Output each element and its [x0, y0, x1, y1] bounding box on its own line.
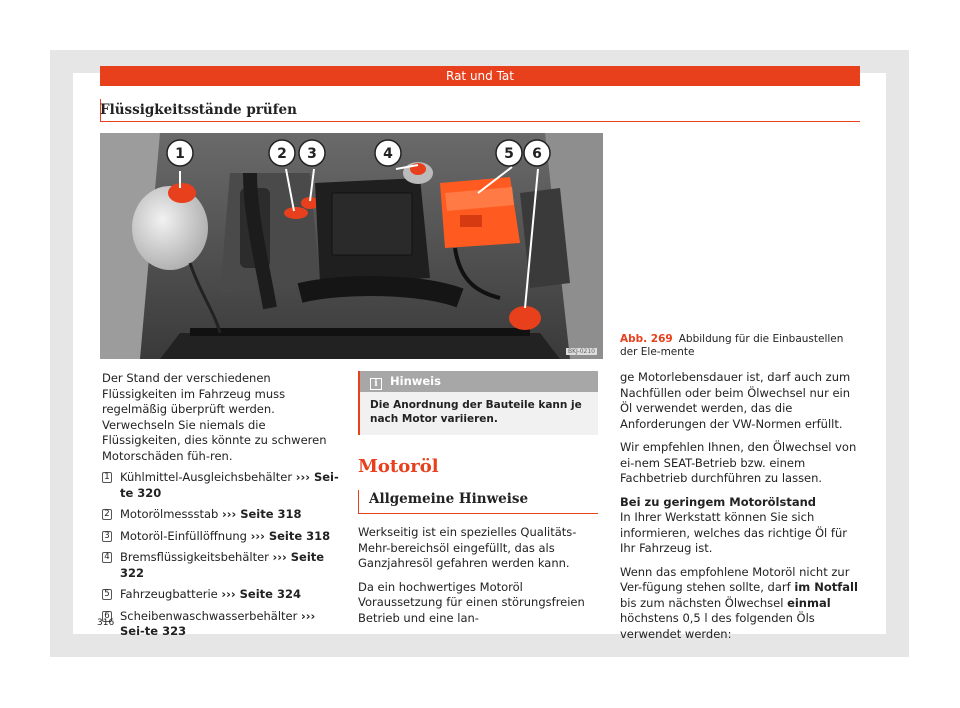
section-title: Flüssigkeitsstände prüfen [100, 102, 297, 118]
info-icon: i [370, 378, 382, 390]
list-item: 2 Motorölmessstab ››› Seite 318 [102, 507, 342, 523]
dipstick-handle [284, 207, 308, 219]
general-notes-heading: Allgemeine Hinweise [369, 491, 529, 507]
svg-text:4: 4 [383, 146, 393, 162]
item-number-badge: 5 [102, 589, 112, 600]
item-number-badge: 2 [102, 509, 112, 520]
column-2 [358, 371, 598, 626]
chapter-header: Rat und Tat [100, 66, 860, 86]
recommendation-paragraph: Wir empfehlen Ihnen, den Ölwechsel von ei-nem SEAT-Betrieb bzw. einem Fachbetrieb durchführen zu lassen. [620, 440, 857, 485]
svg-text:5: 5 [504, 146, 514, 162]
svg-text:6: 6 [532, 146, 542, 162]
continued-paragraph: ge Motorlebensdauer ist, darf auch zum Nachfüllen oder beim Ölwechsel nur ein Öl verwendet werden, das die Anforderungen der VW-Normen erfüllt. [620, 370, 851, 431]
oil-paragraph-2: Da ein hochwertiges Motoröl Voraussetzung für einen störungsfreien Betrieb und eine lan- [358, 579, 585, 625]
title-rule [100, 121, 860, 122]
low-oil-subheading: Bei zu geringem Motorölstand [620, 494, 817, 509]
note-box [358, 371, 598, 435]
front-crossmember [160, 333, 560, 359]
page-reference-link[interactable]: ››› Seite 324 [221, 587, 301, 601]
washer-fluid-cap [509, 306, 541, 330]
caption-label: Abb. 269 [620, 333, 673, 345]
oil-paragraph-1: Werkseitig ist ein spezielles Qualitäts-Mehr-bereichsöl eingefüllt, das als Ganzjahresöl gefahren werden kann. [358, 525, 577, 570]
item-number-badge: 1 [102, 472, 112, 483]
intro-paragraph: Der Stand der verschiedenen Flüssigkeiten im Fahrzeug muss regelmäßig überprüft werden. Verwechseln Sie niemals die Flüssigkeiten, dies könnte zu schweren Motorschäden füh-ren. [102, 371, 327, 463]
page-reference-link[interactable]: ››› Seite 322 [120, 550, 325, 580]
coolant-cap [168, 183, 196, 203]
note-title: Hinweis [390, 374, 441, 388]
page-reference-link[interactable]: ››› Seite 318 [250, 528, 331, 543]
svg-text:3: 3 [307, 146, 317, 162]
coolant-reservoir [132, 186, 208, 270]
engine-bay-illustration [100, 133, 603, 359]
item-number-badge: 4 [102, 552, 112, 563]
column-1 [102, 371, 342, 640]
item-number-badge: 3 [102, 531, 112, 542]
column-3 [620, 370, 860, 642]
emergency-paragraph: Wenn das empfohlene Motoröl nicht zur Ver-fügung stehen sollte, darf im Notfall bis zum nächsten Ölwechsel einmal höchstens 0,5 l des folgenden Öls verwendet werden: [620, 564, 858, 641]
page-reference-link[interactable]: ››› Sei-te 320 [120, 470, 339, 500]
note-header [360, 371, 598, 392]
list-item: 1 Kühlmittel-Ausgleichsbehälter ››› Sei-te 320 [102, 470, 342, 501]
note-text: Die Anordnung der Bauteile kann je nach Motor variieren. [370, 399, 582, 425]
engine-bay-figure [100, 133, 603, 359]
list-item: 6 Scheibenwaschwasserbehälter ››› Sei-te 323 [102, 609, 342, 640]
figure-code: BKJ-0210 [567, 348, 595, 355]
page-reference-link[interactable]: ››› Sei-te 323 [120, 608, 316, 638]
page-reference-link[interactable]: ››› Seite 318 [221, 507, 302, 521]
list-item: 4 Bremsflüssigkeitsbehälter ››› Seite 322 [102, 550, 342, 581]
list-item: 3 Motoröl-Einfüllöffnung ››› Seite 318 [102, 529, 342, 545]
item-number-badge: 6 [102, 611, 112, 622]
page-number: 316 [97, 618, 115, 628]
svg-text:1: 1 [175, 146, 185, 162]
svg-text:2: 2 [277, 146, 287, 162]
list-item: 5 Fahrzeugbatterie ››› Seite 324 [102, 587, 342, 603]
workshop-paragraph: In Ihrer Werkstatt können Sie sich informieren, welches das richtige Öl für Ihr Fahrzeug ist. [620, 510, 847, 555]
figure-caption [620, 333, 856, 359]
subheading-frame [358, 490, 598, 514]
caption-text: Abbildung für die Einbaustellen der Ele-mente [620, 333, 844, 358]
motoroel-heading: Motoröl [358, 456, 439, 477]
